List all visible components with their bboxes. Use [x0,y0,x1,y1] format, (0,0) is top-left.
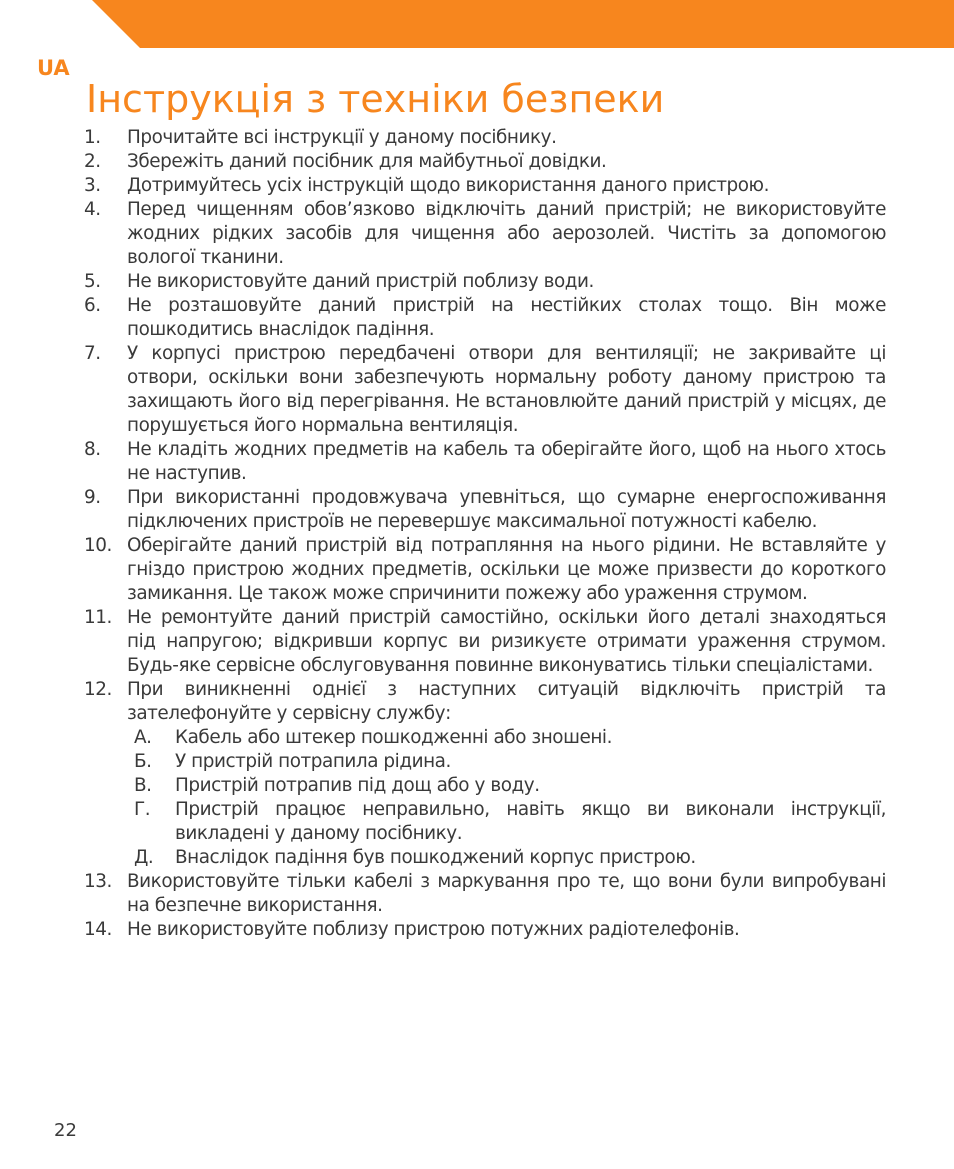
item-text: Не ремонтуйте даний пристрій самостійно, оскільки його деталі знаходяться під напругою; відкривши корпус ви ризикуєте отримати ураження струмом. Будь-яке сервісне обслуговування повинне виконуватись тільки спеціалістами. [127,607,886,676]
item-text: Не використовуйте даний пристрій поблизу води. [127,271,594,292]
item-text: Збережіть даний посібник для майбутньої довідки. [127,151,607,172]
item-number: 7. [84,343,101,364]
item-number: 2. [84,151,101,172]
header-banner [0,0,954,48]
sub-list-item [134,846,886,870]
list-item [84,294,886,342]
list-item [84,438,886,486]
list-item [84,150,886,174]
item-text: Використовуйте тільки кабелі з маркування про те, що вони були випробувані на безпечне використання. [127,871,886,916]
item-text: У корпусі пристрою передбачені отвори для вентиляції; не закривайте ці отвори, оскільки вони забезпечують нормальну роботу даному пристрою та захищають його від перегрівання. Не встановлюйте даний пристрій у місцях, де порушується його нормальна вентиляція. [127,343,886,436]
list-item [84,342,886,438]
list-item [84,270,886,294]
list-item [84,486,886,534]
item-text: Не використовуйте поблизу пристрою потужних радіотелефонів. [127,919,740,940]
sub-list-item [134,750,886,774]
item-text: Не кладіть жодних предметів на кабель та оберігайте його, щоб на нього хтось не наступив. [127,439,886,484]
item-text: Дотримуйтесь усіх інструкцій щодо використання даного пристрою. [127,175,769,196]
item-text: При виникненні однієї з наступних ситуацій відключіть пристрій та зателефонуйте у сервісну службу: [127,679,886,724]
language-code: UA [37,56,70,80]
sub-item-text: У пристрій потрапила рідина. [175,751,451,772]
item-text: Перед чищенням обов’язково відключіть даний пристрій; не використовуйте жодних рідких засобів для чищення або аерозолей. Чистіть за допомогою вологої тканини. [127,199,886,268]
sub-item-text: Внаслідок падіння був пошкоджений корпус пристрою. [175,847,696,868]
item-number: 4. [84,199,101,220]
item-number: 3. [84,175,101,196]
item-text: Прочитайте всі інструкції у даному посібнику. [127,127,557,148]
item-number: 1. [84,127,101,148]
list-item [84,126,886,150]
sub-item-letter: В. [134,775,152,796]
item-text: При використанні продовжувача упевніться, що сумарне енергоспоживання підключених пристроїв не перевершує максимальної потужності кабелю. [127,487,886,532]
item-number: 12. [84,679,112,700]
sub-list-item [134,774,886,798]
page-number: 22 [54,1120,77,1141]
item-number: 11. [84,607,112,628]
sub-item-text: Кабель або штекер пошкодженні або зношені. [175,727,612,748]
sub-list-item [134,798,886,846]
list-item [84,198,886,270]
page-title: Інструкція з техніки безпеки [86,77,665,121]
list-item [84,606,886,678]
item-text: Оберігайте даний пристрій від потрапляння на нього рідини. Не вставляйте у гніздо пристрою жодних предметів, оскільки це може призвести до короткого замикання. Це також може спричинити пожежу або ураження струмом. [127,535,886,604]
sub-list-item [134,726,886,750]
item-number: 8. [84,439,101,460]
sub-item-letter: Б. [134,751,152,772]
item-text: Не розташовуйте даний пристрій на нестійких столах тощо. Він може пошкодитись внаслідок падіння. [127,295,886,340]
list-item [84,678,886,726]
list-item [84,174,886,198]
list-item [84,918,886,942]
sub-item-letter: Г. [134,799,151,820]
sub-item-letter: А. [134,727,152,748]
item-number: 10. [84,535,112,556]
item-number: 9. [84,487,101,508]
sub-item-text: Пристрій потрапив під дощ або у воду. [175,775,540,796]
item-number: 14. [84,919,112,940]
list-item [84,870,886,918]
sub-list [134,726,886,870]
sub-item-text: Пристрій працює неправильно, навіть якщо ви виконали інструкції, викладені у даному посібнику. [175,799,886,844]
item-number: 6. [84,295,101,316]
item-number: 13. [84,871,112,892]
item-number: 5. [84,271,101,292]
sub-item-letter: Д. [134,847,154,868]
instruction-list [84,126,886,942]
list-item [84,534,886,606]
